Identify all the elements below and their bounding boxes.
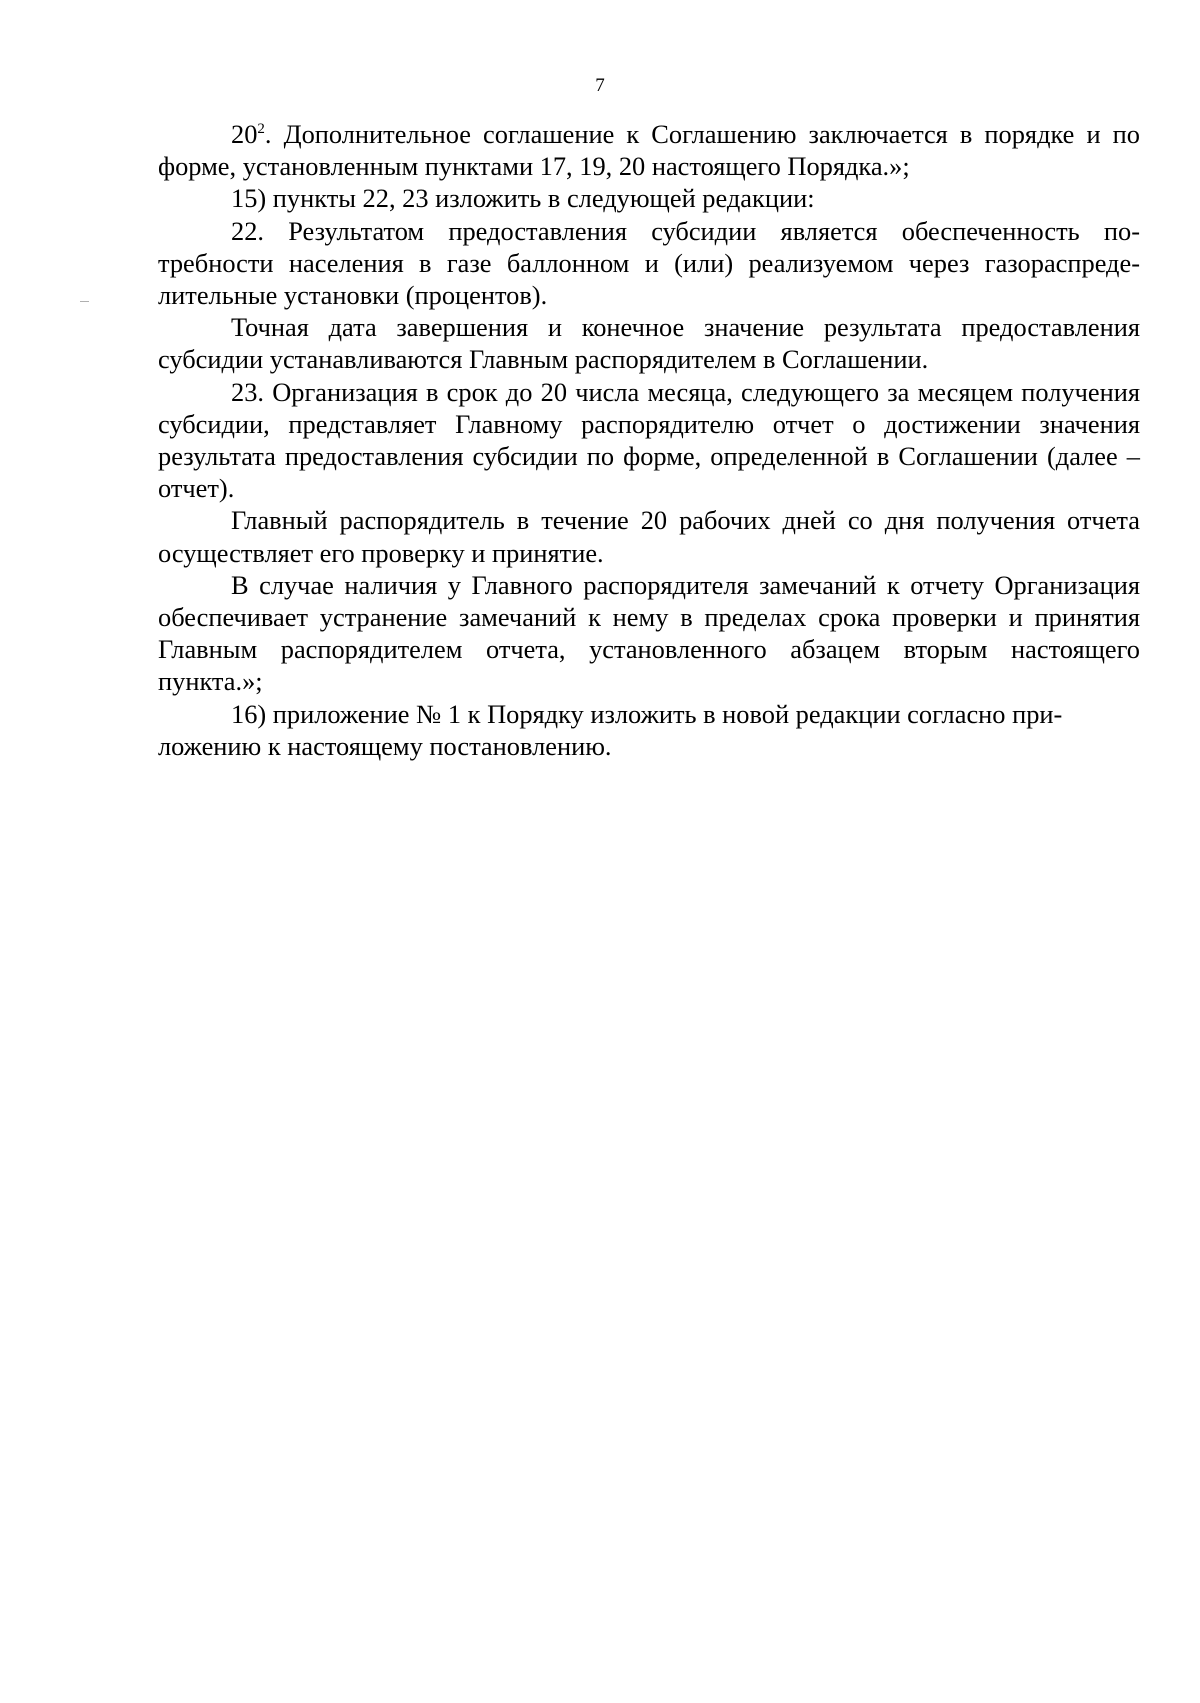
paragraph-number-superscript: 2	[257, 121, 265, 138]
paragraph-point-23: 23. Организация в срок до 20 числа месяца, следующего за месяцем получения субсидии, представляет Главному распорядителю отчет о достижении значения результата предоставления субсидии по форме, определенной в Соглашении (далее – отчет).	[158, 376, 1140, 504]
paragraph-point-22: 22. Результатом предоставления субсидии является обеспеченность потребности населения в газе баллонном и (или) реализуемом через газораспределительные установки (процентов).	[158, 215, 1140, 311]
paragraph-point-23-review: Главный распорядитель в течение 20 рабочих дней со дня получения отчета осуществляет его проверку и принятие.	[158, 505, 1140, 568]
margin-mark	[80, 301, 89, 302]
paragraph-number: 20	[231, 119, 258, 149]
page-number: 7	[595, 75, 605, 96]
paragraph-20-2	[158, 118, 1140, 182]
paragraph-point-23-remarks: В случае наличия у Главного распорядителя замечаний к отчету Организация обеспечивает устранение замечаний к нему в пределах срока проверки и принятия Главным распорядителем отчета, установленного абзацем вторым настоящего пункта.»;	[158, 569, 1140, 697]
paragraph-item-16: 16) приложение № 1 к Порядку изложить в новой редакции согласно приложению к настоящему постановлению.	[158, 698, 1063, 761]
paragraph-item-15: 15) пункты 22, 23 изложить в следующей редакции:	[231, 183, 815, 214]
paragraph-text: . Дополнительное соглашение к Соглашению заключается в порядке и по форме, установленным пунктами 17, 19, 20 настоящего Порядка.»;	[158, 119, 1140, 182]
paragraph-point-22-date: Точная дата завершения и конечное значение результата предоставления субсидии устанавливаются Главным распорядителем в Соглашении.	[158, 312, 1140, 375]
document-body	[158, 118, 1140, 762]
